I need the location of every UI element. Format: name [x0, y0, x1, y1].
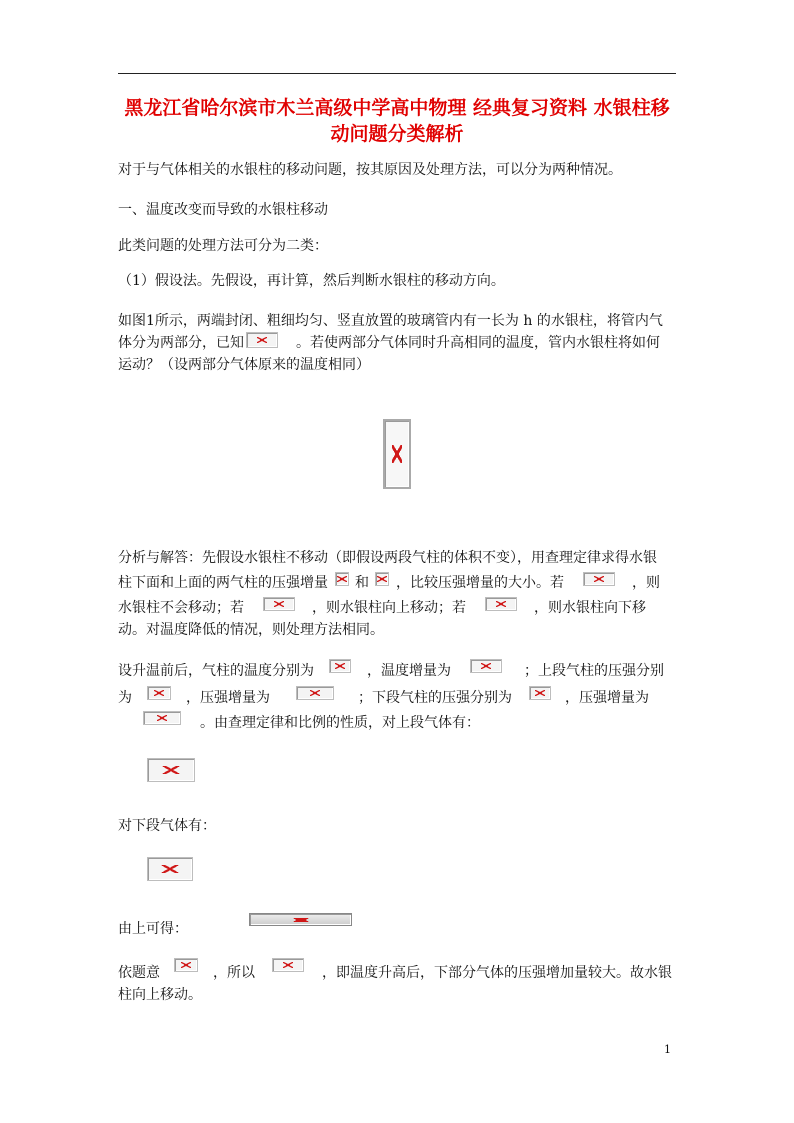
broken-formula-image	[529, 686, 551, 700]
analysis-line4: 动。对温度降低的情况，则处理方法相同。	[118, 622, 384, 638]
setup-line2-a: 为	[118, 690, 132, 706]
upper-segment-equation-image	[147, 758, 195, 782]
page-number: 1	[664, 1043, 671, 1056]
example-line2-b: 。若使两部分气体同时升高相同的温度，管内水银柱将如何	[296, 335, 660, 351]
analysis-line2-a: 柱下面和上面的两气柱的压强增量	[118, 575, 328, 591]
lower-segment-label: 对下段气体有：	[118, 818, 216, 834]
analysis-line2-b: 和	[355, 575, 369, 591]
analysis-line3-c: ，则水银柱向下移	[534, 600, 646, 616]
example-line3: 运动？（设两部分气体原来的温度相同）	[118, 357, 370, 373]
figure-1-broken-image	[383, 419, 411, 489]
broken-formula-image	[470, 659, 502, 673]
setup-line1-c: ；上段气柱的压强分别	[524, 663, 664, 679]
result-equation-image	[249, 913, 352, 926]
broken-formula-image	[174, 958, 198, 972]
method-paragraph: 此类问题的处理方法可分为二类：	[118, 238, 328, 254]
broken-formula-image	[147, 686, 171, 700]
analysis-line2-d: ，则	[632, 575, 660, 591]
document-title-line1: 黑龙江省哈尔滨市木兰高级中学高中物理 经典复习资料 水银柱移	[124, 97, 670, 119]
analysis-line3-a: 水银柱不会移动；若	[118, 600, 244, 616]
assume-paragraph: （1）假设法。先假设，再计算，然后判断水银柱的移动方向。	[118, 273, 505, 289]
broken-formula-image	[296, 686, 334, 700]
setup-line3: 。由查理定律和比例的性质，对上段气体有：	[200, 715, 480, 731]
broken-formula-image	[263, 597, 295, 611]
conclusion-line1-c: ，即温度升高后，下部分气体的压强增加量较大。故水银	[322, 965, 672, 981]
lower-segment-equation-image	[147, 857, 193, 881]
setup-line1-b: ，温度增量为	[367, 663, 451, 679]
broken-formula-image	[143, 711, 181, 725]
conclusion-line1-a: 依题意	[118, 965, 160, 981]
section-heading: 一、温度改变而导致的水银柱移动	[118, 202, 328, 218]
setup-line2-c: ；下段气柱的压强分别为	[358, 690, 512, 706]
setup-line1-a: 设升温前后，气柱的温度分别为	[118, 663, 314, 679]
example-line1: 如图1所示，两端封闭、粗细均匀、竖直放置的玻璃管内有一长为 h 的水银柱，将管内气	[118, 313, 663, 329]
setup-line2-b: ，压强增量为	[186, 690, 270, 706]
analysis-line1: 分析与解答：先假设水银柱不移动（即假设两段气柱的体积不变），用查理定律求得水银	[118, 550, 657, 566]
broken-formula-image	[583, 572, 615, 586]
example-line2-a: 体分为两部分，已知	[118, 335, 244, 351]
broken-formula-image	[375, 572, 389, 586]
broken-formula-image	[335, 572, 349, 586]
broken-formula-image	[272, 958, 304, 972]
conclusion-line1-b: ，所以	[213, 965, 255, 981]
conclusion-line2: 柱向上移动。	[118, 987, 202, 1003]
intro-paragraph: 对于与气体相关的水银柱的移动问题，按其原因及处理方法，可以分为两种情况。	[118, 162, 622, 178]
analysis-line3-b: ，则水银柱向上移动；若	[312, 600, 466, 616]
broken-formula-image	[485, 597, 517, 611]
document-title-line2: 动问题分类解析	[330, 123, 464, 145]
setup-line2-d: ，压强增量为	[565, 690, 649, 706]
analysis-line2-c: ，比较压强增量的大小。若	[396, 575, 564, 591]
result-label: 由上可得：	[118, 921, 188, 937]
broken-formula-image	[329, 659, 351, 673]
broken-formula-image	[246, 332, 278, 348]
header-rule	[118, 73, 676, 74]
